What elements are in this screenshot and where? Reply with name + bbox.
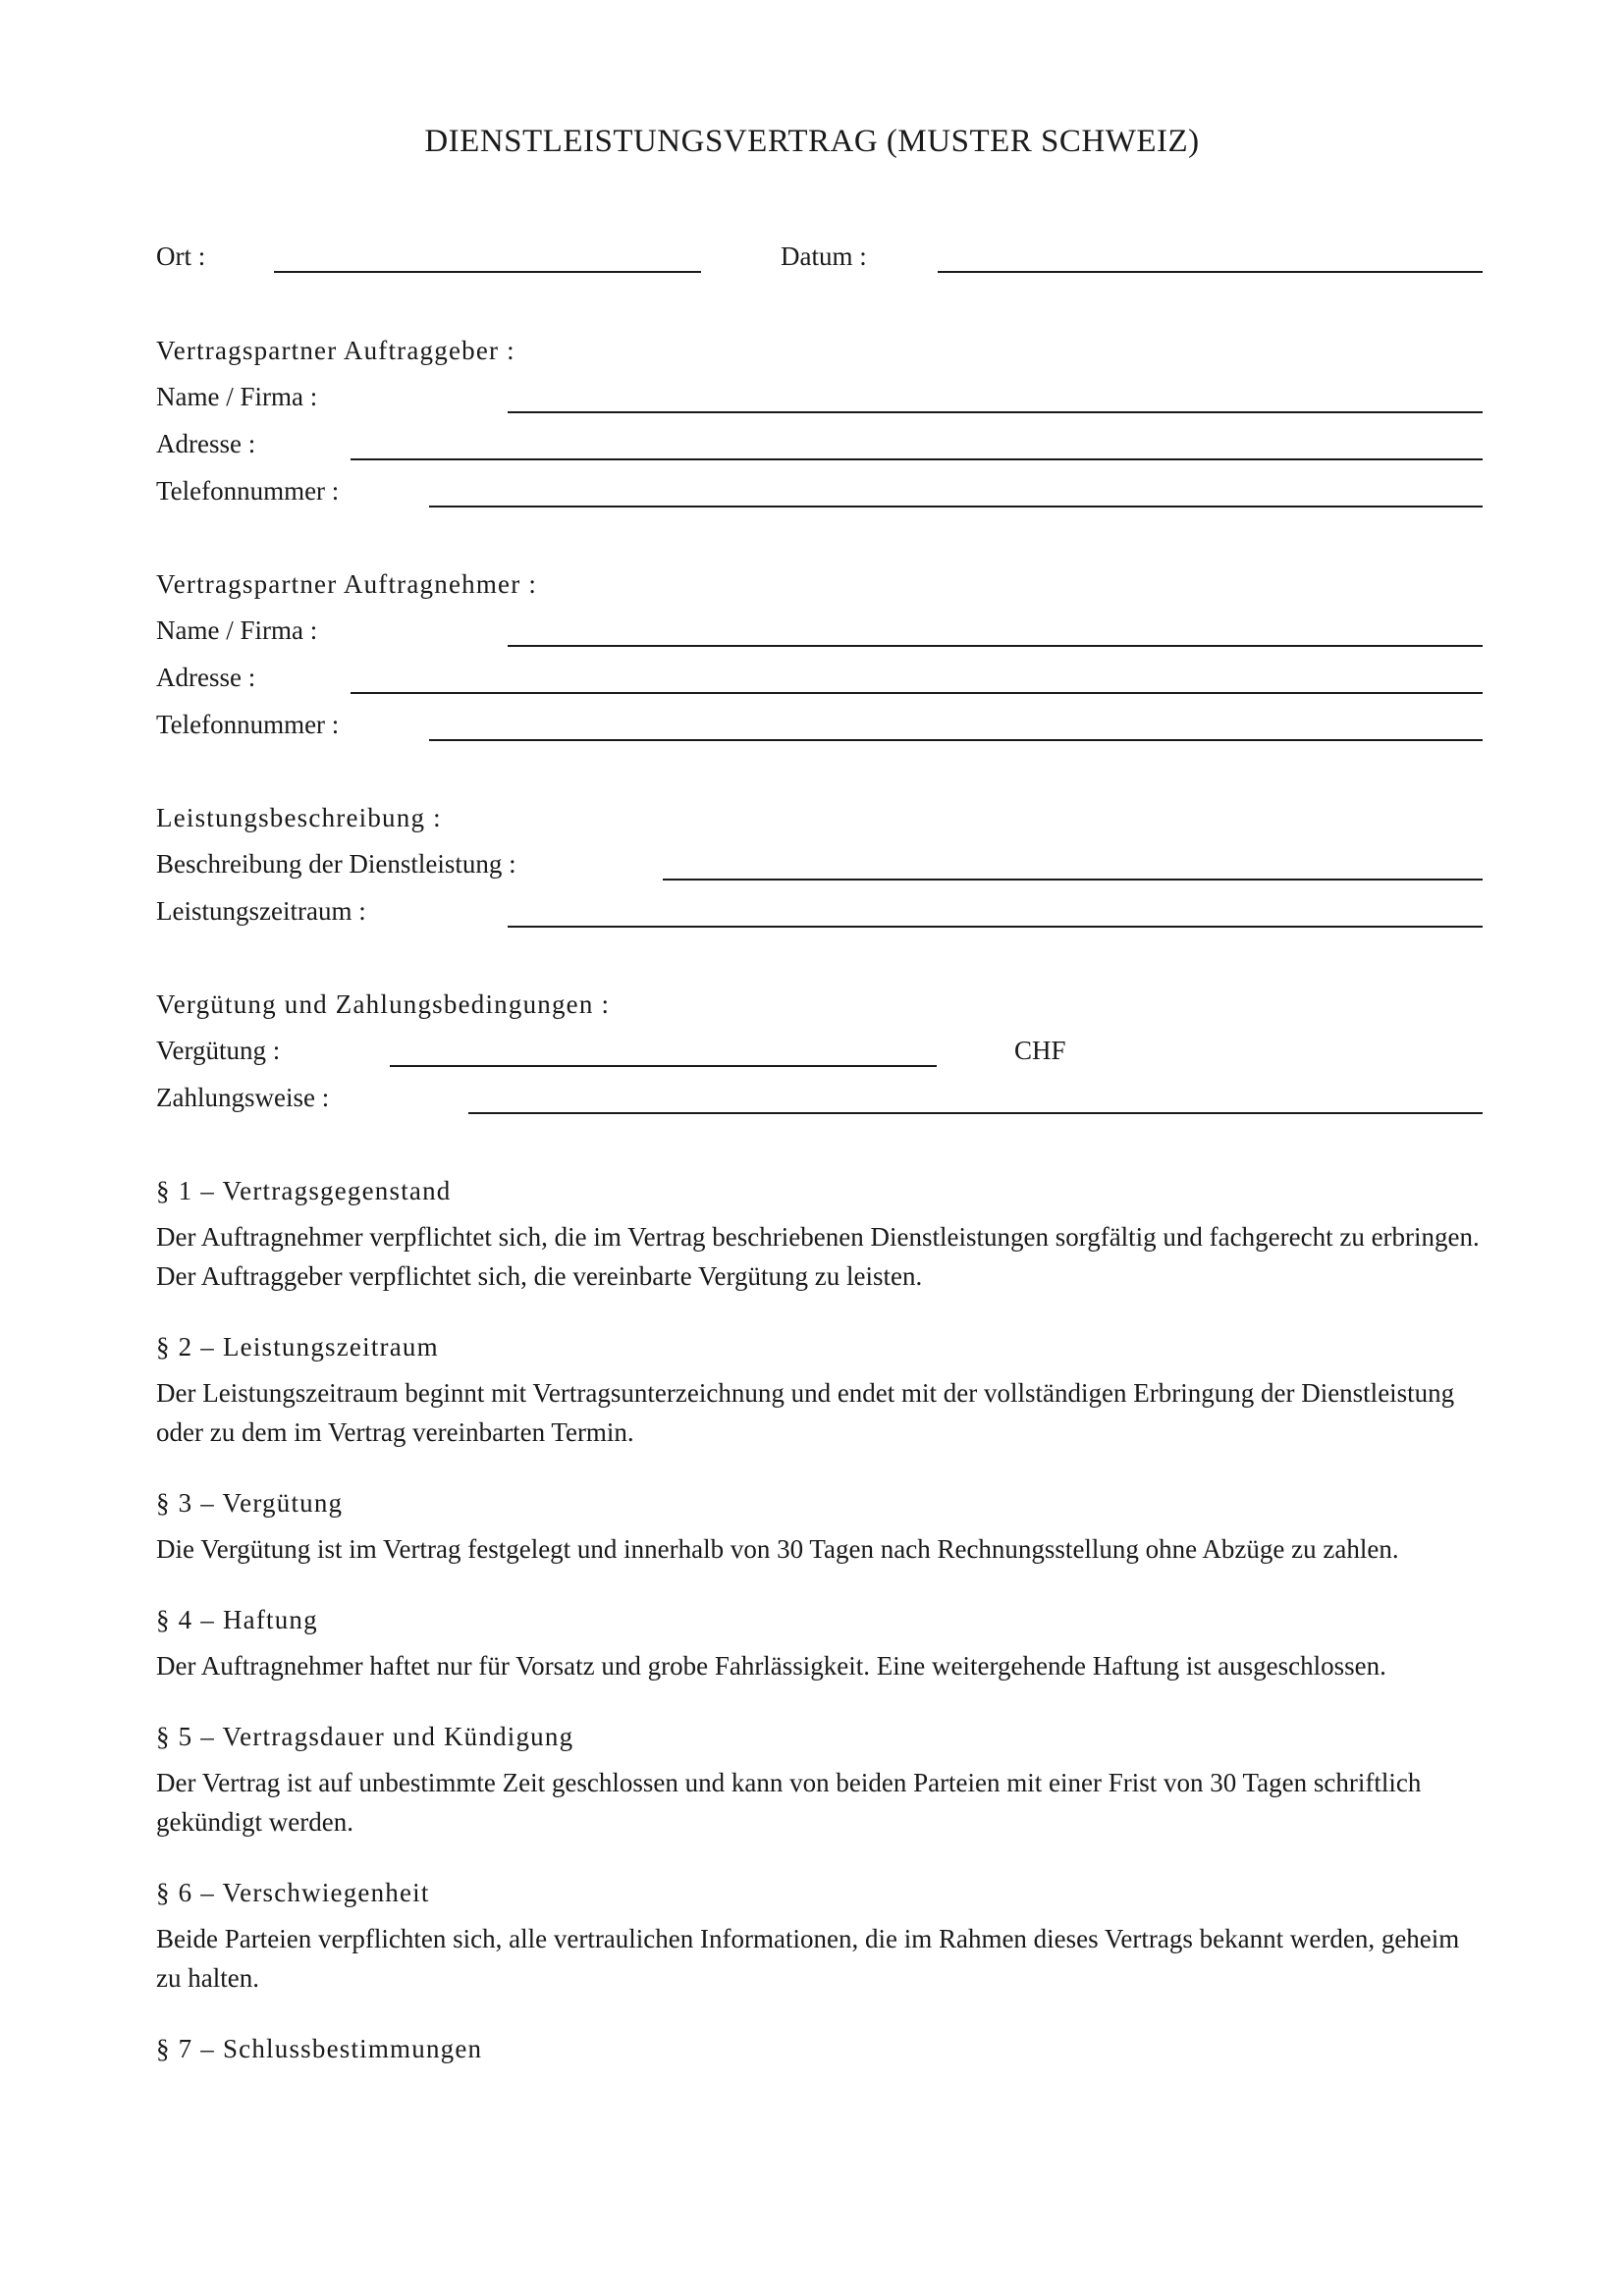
leistungszeitraum-field[interactable] [508,926,1483,928]
paragraph-5-heading: § 5 – Vertragsdauer und Kündigung [156,1722,574,1751]
paragraph-5-text: Der Vertrag ist auf unbestimmte Zeit geschlossen und kann von beiden Parteien mit einer Frist von 30 Tagen schriftlich gekündigt werden. [156,1768,1422,1837]
ort-label: Ort : [156,241,206,271]
paragraph-4-text: Der Auftragnehmer haftet nur für Vorsatz und grobe Fahrlässigkeit. Eine weitergehende Haftung ist ausgeschlossen. [156,1651,1386,1681]
paragraph-6-text: Beide Parteien verpflichten sich, alle vertraulichen Informationen, die im Rahmen dieses Vertrags bekannt werden, geheim zu halten. [156,1924,1460,1993]
auftragnehmer-telefon-label: Telefonnummer : [156,710,340,739]
leistung-heading: Leistungsbeschreibung : [156,803,442,832]
auftraggeber-name-field[interactable] [508,411,1483,413]
zahlungsweise-label: Zahlungsweise : [156,1083,330,1112]
paragraph-3-heading: § 3 – Vergütung [156,1488,344,1518]
auftraggeber-adresse-label: Adresse : [156,429,256,458]
verguetung-heading: Vergütung und Zahlungsbedingungen : [156,989,611,1019]
paragraph-1-text: Der Auftragnehmer verpflichtet sich, die im Vertrag beschriebenen Dienstleistungen sorgfältig und fachgerecht zu erbringen. Der Auftraggeber verpflichtet sich, die vereinbarte Vergütung zu leisten. [156,1222,1480,1291]
datum-field[interactable] [938,271,1483,273]
auftragnehmer-name-field[interactable] [508,645,1483,647]
auftraggeber-heading: Vertragspartner Auftraggeber : [156,336,515,365]
document-title: DIENSTLEISTUNGSVERTRAG (MUSTER SCHWEIZ) [424,124,1200,159]
beschreibung-label: Beschreibung der Dienstleistung : [156,849,516,879]
zahlungsweise-field[interactable] [468,1112,1483,1114]
auftragnehmer-heading: Vertragspartner Auftragnehmer : [156,569,538,599]
auftragnehmer-telefon-field[interactable] [429,739,1483,741]
verguetung-label: Vergütung : [156,1036,281,1065]
auftragnehmer-adresse-field[interactable] [351,692,1483,694]
auftraggeber-adresse-field[interactable] [351,458,1483,460]
paragraph-2-text: Der Leistungszeitraum beginnt mit Vertragsunterzeichnung und endet mit der vollständigen Erbringung der Dienstleistung oder zu dem im Vertrag vereinbarten Termin. [156,1378,1455,1447]
paragraph-6-heading: § 6 – Verschwiegenheit [156,1878,430,1907]
auftraggeber-name-label: Name / Firma : [156,382,318,411]
auftraggeber-telefon-field[interactable] [429,506,1483,507]
paragraph-4-heading: § 4 – Haftung [156,1605,318,1634]
paragraph-2-heading: § 2 – Leistungszeitraum [156,1332,439,1362]
currency-label: CHF [1014,1036,1066,1065]
auftraggeber-telefon-label: Telefonnummer : [156,476,340,506]
auftragnehmer-name-label: Name / Firma : [156,615,318,645]
paragraph-1-heading: § 1 – Vertragsgegenstand [156,1176,452,1205]
auftragnehmer-adresse-label: Adresse : [156,663,256,692]
verguetung-field[interactable] [390,1065,937,1067]
paragraph-3-text: Die Vergütung ist im Vertrag festgelegt und innerhalb von 30 Tagen nach Rechnungsstellung ohne Abzüge zu zahlen. [156,1534,1399,1564]
ort-field[interactable] [274,271,701,273]
leistungszeitraum-label: Leistungszeitraum : [156,896,366,926]
datum-label: Datum : [781,241,867,271]
paragraph-7-heading: § 7 – Schlussbestimmungen [156,2034,483,2063]
beschreibung-field[interactable] [663,879,1483,881]
